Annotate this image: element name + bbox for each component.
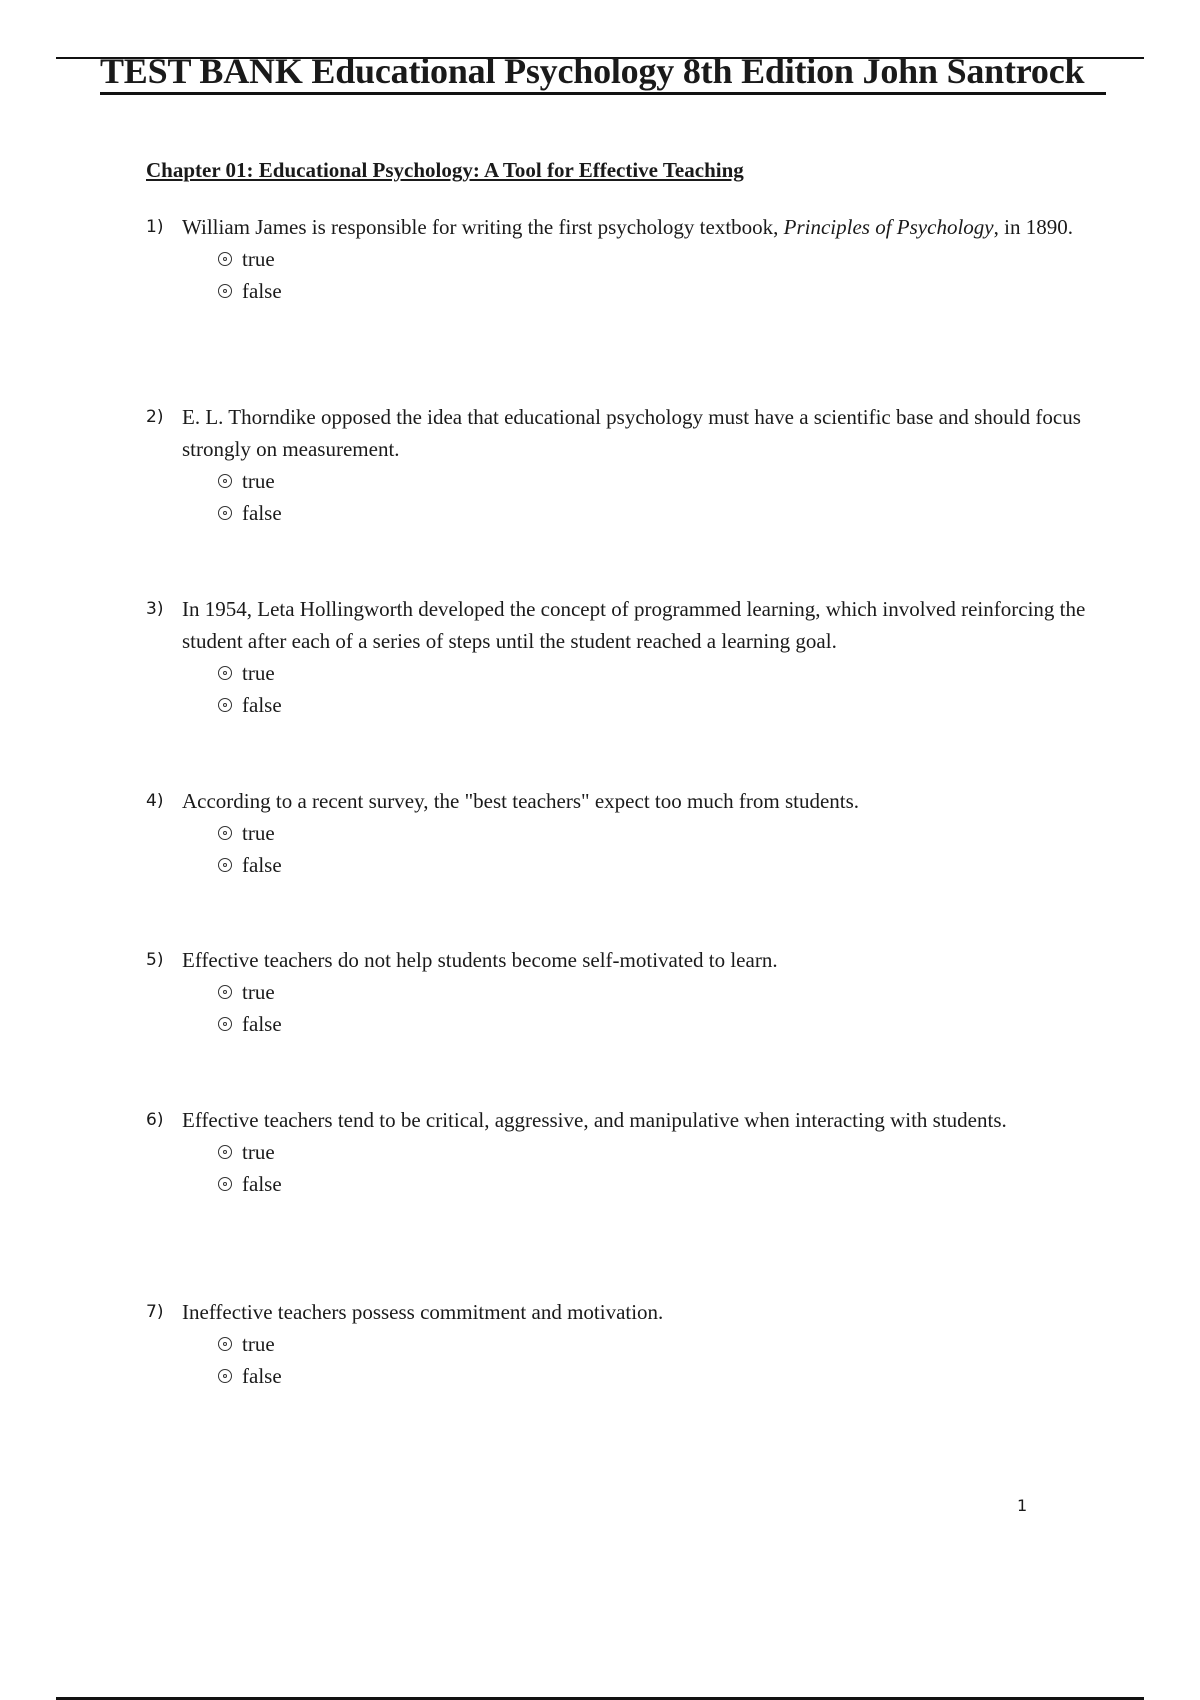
option-label: false <box>242 1364 282 1388</box>
option-label: true <box>242 469 275 493</box>
option-true[interactable] <box>218 657 1106 689</box>
question-number: 1) <box>146 217 164 237</box>
option-label: true <box>242 980 275 1004</box>
option-false[interactable] <box>218 849 1106 881</box>
question-text-main: Ineffective teachers possess commitment and motivation. <box>182 1300 664 1324</box>
option-label: true <box>242 247 275 271</box>
option-label: false <box>242 1172 282 1196</box>
question-item <box>146 211 1106 307</box>
question-text <box>182 593 1106 657</box>
question-number: 5) <box>146 950 164 970</box>
question-text <box>182 401 1106 465</box>
question-text <box>182 211 1106 243</box>
question-number: 7) <box>146 1302 164 1322</box>
question-number: 3) <box>146 599 164 619</box>
question-text <box>182 785 1106 817</box>
radio-icon[interactable] <box>218 666 232 680</box>
option-label: true <box>242 1140 275 1164</box>
option-false[interactable] <box>218 1168 1106 1200</box>
question-text-main: William James is responsible for writing the first psychology textbook, <box>182 215 784 239</box>
option-false[interactable] <box>218 1360 1106 1392</box>
option-label: false <box>242 853 282 877</box>
option-true[interactable] <box>218 976 1106 1008</box>
option-true[interactable] <box>218 1136 1106 1168</box>
question-number: 4) <box>146 791 164 811</box>
radio-icon[interactable] <box>218 1017 232 1031</box>
question-number: 6) <box>146 1110 164 1130</box>
radio-icon[interactable] <box>218 1177 232 1191</box>
question-text-main: According to a recent survey, the "best teachers" expect too much from students. <box>182 789 860 813</box>
question-text-main: In 1954, Leta Hollingworth developed the concept of programmed learning, which involved reinforcing the student after each of a series of steps until the student reached a learning goal. <box>182 597 1086 653</box>
radio-icon[interactable] <box>218 1145 232 1159</box>
question-item <box>146 944 1106 1040</box>
question-item <box>146 401 1106 529</box>
document-title: TEST BANK Educational Psychology 8th Edition John Santrock <box>100 51 1085 91</box>
radio-icon[interactable] <box>218 284 232 298</box>
option-true[interactable] <box>218 817 1106 849</box>
radio-icon[interactable] <box>218 826 232 840</box>
title-underline <box>100 92 1106 95</box>
option-label: false <box>242 501 282 525</box>
book-title: Principles of Psychology <box>783 215 994 239</box>
question-number: 2) <box>146 407 164 427</box>
question-item <box>146 1296 1106 1392</box>
option-label: false <box>242 1012 282 1036</box>
option-label: false <box>242 693 282 717</box>
radio-icon[interactable] <box>218 506 232 520</box>
radio-icon[interactable] <box>218 1369 232 1383</box>
chapter-heading: Chapter 01: Educational Psychology: A Tool for Effective Teaching <box>146 158 744 182</box>
question-text-main: Effective teachers tend to be critical, aggressive, and manipulative when interacting with students. <box>182 1108 1007 1132</box>
question-text-tail: , in 1890. <box>993 215 1073 239</box>
option-true[interactable] <box>218 465 1106 497</box>
question-text <box>182 944 1106 976</box>
radio-icon[interactable] <box>218 252 232 266</box>
radio-icon[interactable] <box>218 698 232 712</box>
question-text <box>182 1104 1106 1136</box>
question-item <box>146 1104 1106 1200</box>
question-item <box>146 593 1106 721</box>
option-label: false <box>242 279 282 303</box>
option-label: true <box>242 661 275 685</box>
radio-icon[interactable] <box>218 985 232 999</box>
page-number: 1 <box>1017 1496 1028 1515</box>
option-false[interactable] <box>218 1008 1106 1040</box>
option-label: true <box>242 821 275 845</box>
radio-icon[interactable] <box>218 858 232 872</box>
option-false[interactable] <box>218 275 1106 307</box>
question-item <box>146 785 1106 881</box>
option-false[interactable] <box>218 497 1106 529</box>
radio-icon[interactable] <box>218 1337 232 1351</box>
radio-icon[interactable] <box>218 474 232 488</box>
option-true[interactable] <box>218 243 1106 275</box>
question-text <box>182 1296 1106 1328</box>
question-text-main: Effective teachers do not help students become self-motivated to learn. <box>182 948 778 972</box>
question-text-main: E. L. Thorndike opposed the idea that educational psychology must have a scientific base and should focus strongly on measurement. <box>182 405 1081 461</box>
option-true[interactable] <box>218 1328 1106 1360</box>
option-false[interactable] <box>218 689 1106 721</box>
option-label: true <box>242 1332 275 1356</box>
